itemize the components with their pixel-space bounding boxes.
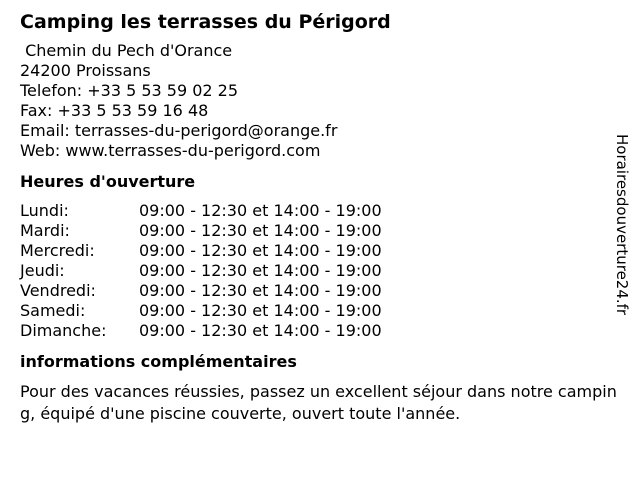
time-range: 09:00 - 12:30 et 14:00 - 19:00: [139, 221, 382, 240]
time-range: 09:00 - 12:30 et 14:00 - 19:00: [139, 301, 382, 320]
hours-row-monday: [20, 201, 620, 221]
hours-row-tuesday: [20, 221, 620, 241]
contact-block: [20, 41, 620, 161]
address-street: Chemin du Pech d'Orance: [20, 41, 233, 60]
opening-hours-heading: Heures d'ouverture: [20, 172, 196, 191]
time-range: 09:00 - 12:30 et 14:00 - 19:00: [139, 321, 382, 340]
time-range: 09:00 - 12:30 et 14:00 - 19:00: [139, 261, 382, 280]
hours-row-saturday: [20, 301, 620, 321]
web-line: Web: www.terrasses-du-perigord.com: [20, 141, 321, 160]
hours-row-thursday: [20, 261, 620, 281]
additional-info-text: Pour des vacances réussies, passez un excellent séjour dans notre camping, équipé d'une piscine couverte, ouvert toute l'année.: [20, 382, 617, 423]
opening-hours-table: [20, 201, 620, 341]
email-line: Email: terrasses-du-perigord@orange.fr: [20, 121, 338, 140]
hours-row-friday: [20, 281, 620, 301]
hours-row-sunday: [20, 321, 620, 341]
business-info-card: [20, 10, 620, 425]
fax-line: Fax: +33 5 53 59 16 48: [20, 101, 209, 120]
day-label: Mercredi:: [20, 241, 95, 260]
day-label: Lundi:: [20, 201, 69, 220]
time-range: 09:00 - 12:30 et 14:00 - 19:00: [139, 281, 382, 300]
day-label: Mardi:: [20, 221, 70, 240]
hours-row-wednesday: [20, 241, 620, 261]
watermark-text: Horairesdouverture24.fr: [613, 134, 631, 316]
day-label: Jeudi:: [20, 261, 65, 280]
additional-info-heading: informations complémentaires: [20, 352, 297, 371]
address-city: 24200 Proissans: [20, 61, 151, 80]
day-label: Dimanche:: [20, 321, 107, 340]
time-range: 09:00 - 12:30 et 14:00 - 19:00: [139, 241, 382, 260]
time-range: 09:00 - 12:30 et 14:00 - 19:00: [139, 201, 382, 220]
day-label: Samedi:: [20, 301, 86, 320]
day-label: Vendredi:: [20, 281, 96, 300]
phone-line: Telefon: +33 5 53 59 02 25: [20, 81, 239, 100]
page-title: Camping les terrasses du Périgord: [20, 11, 391, 33]
